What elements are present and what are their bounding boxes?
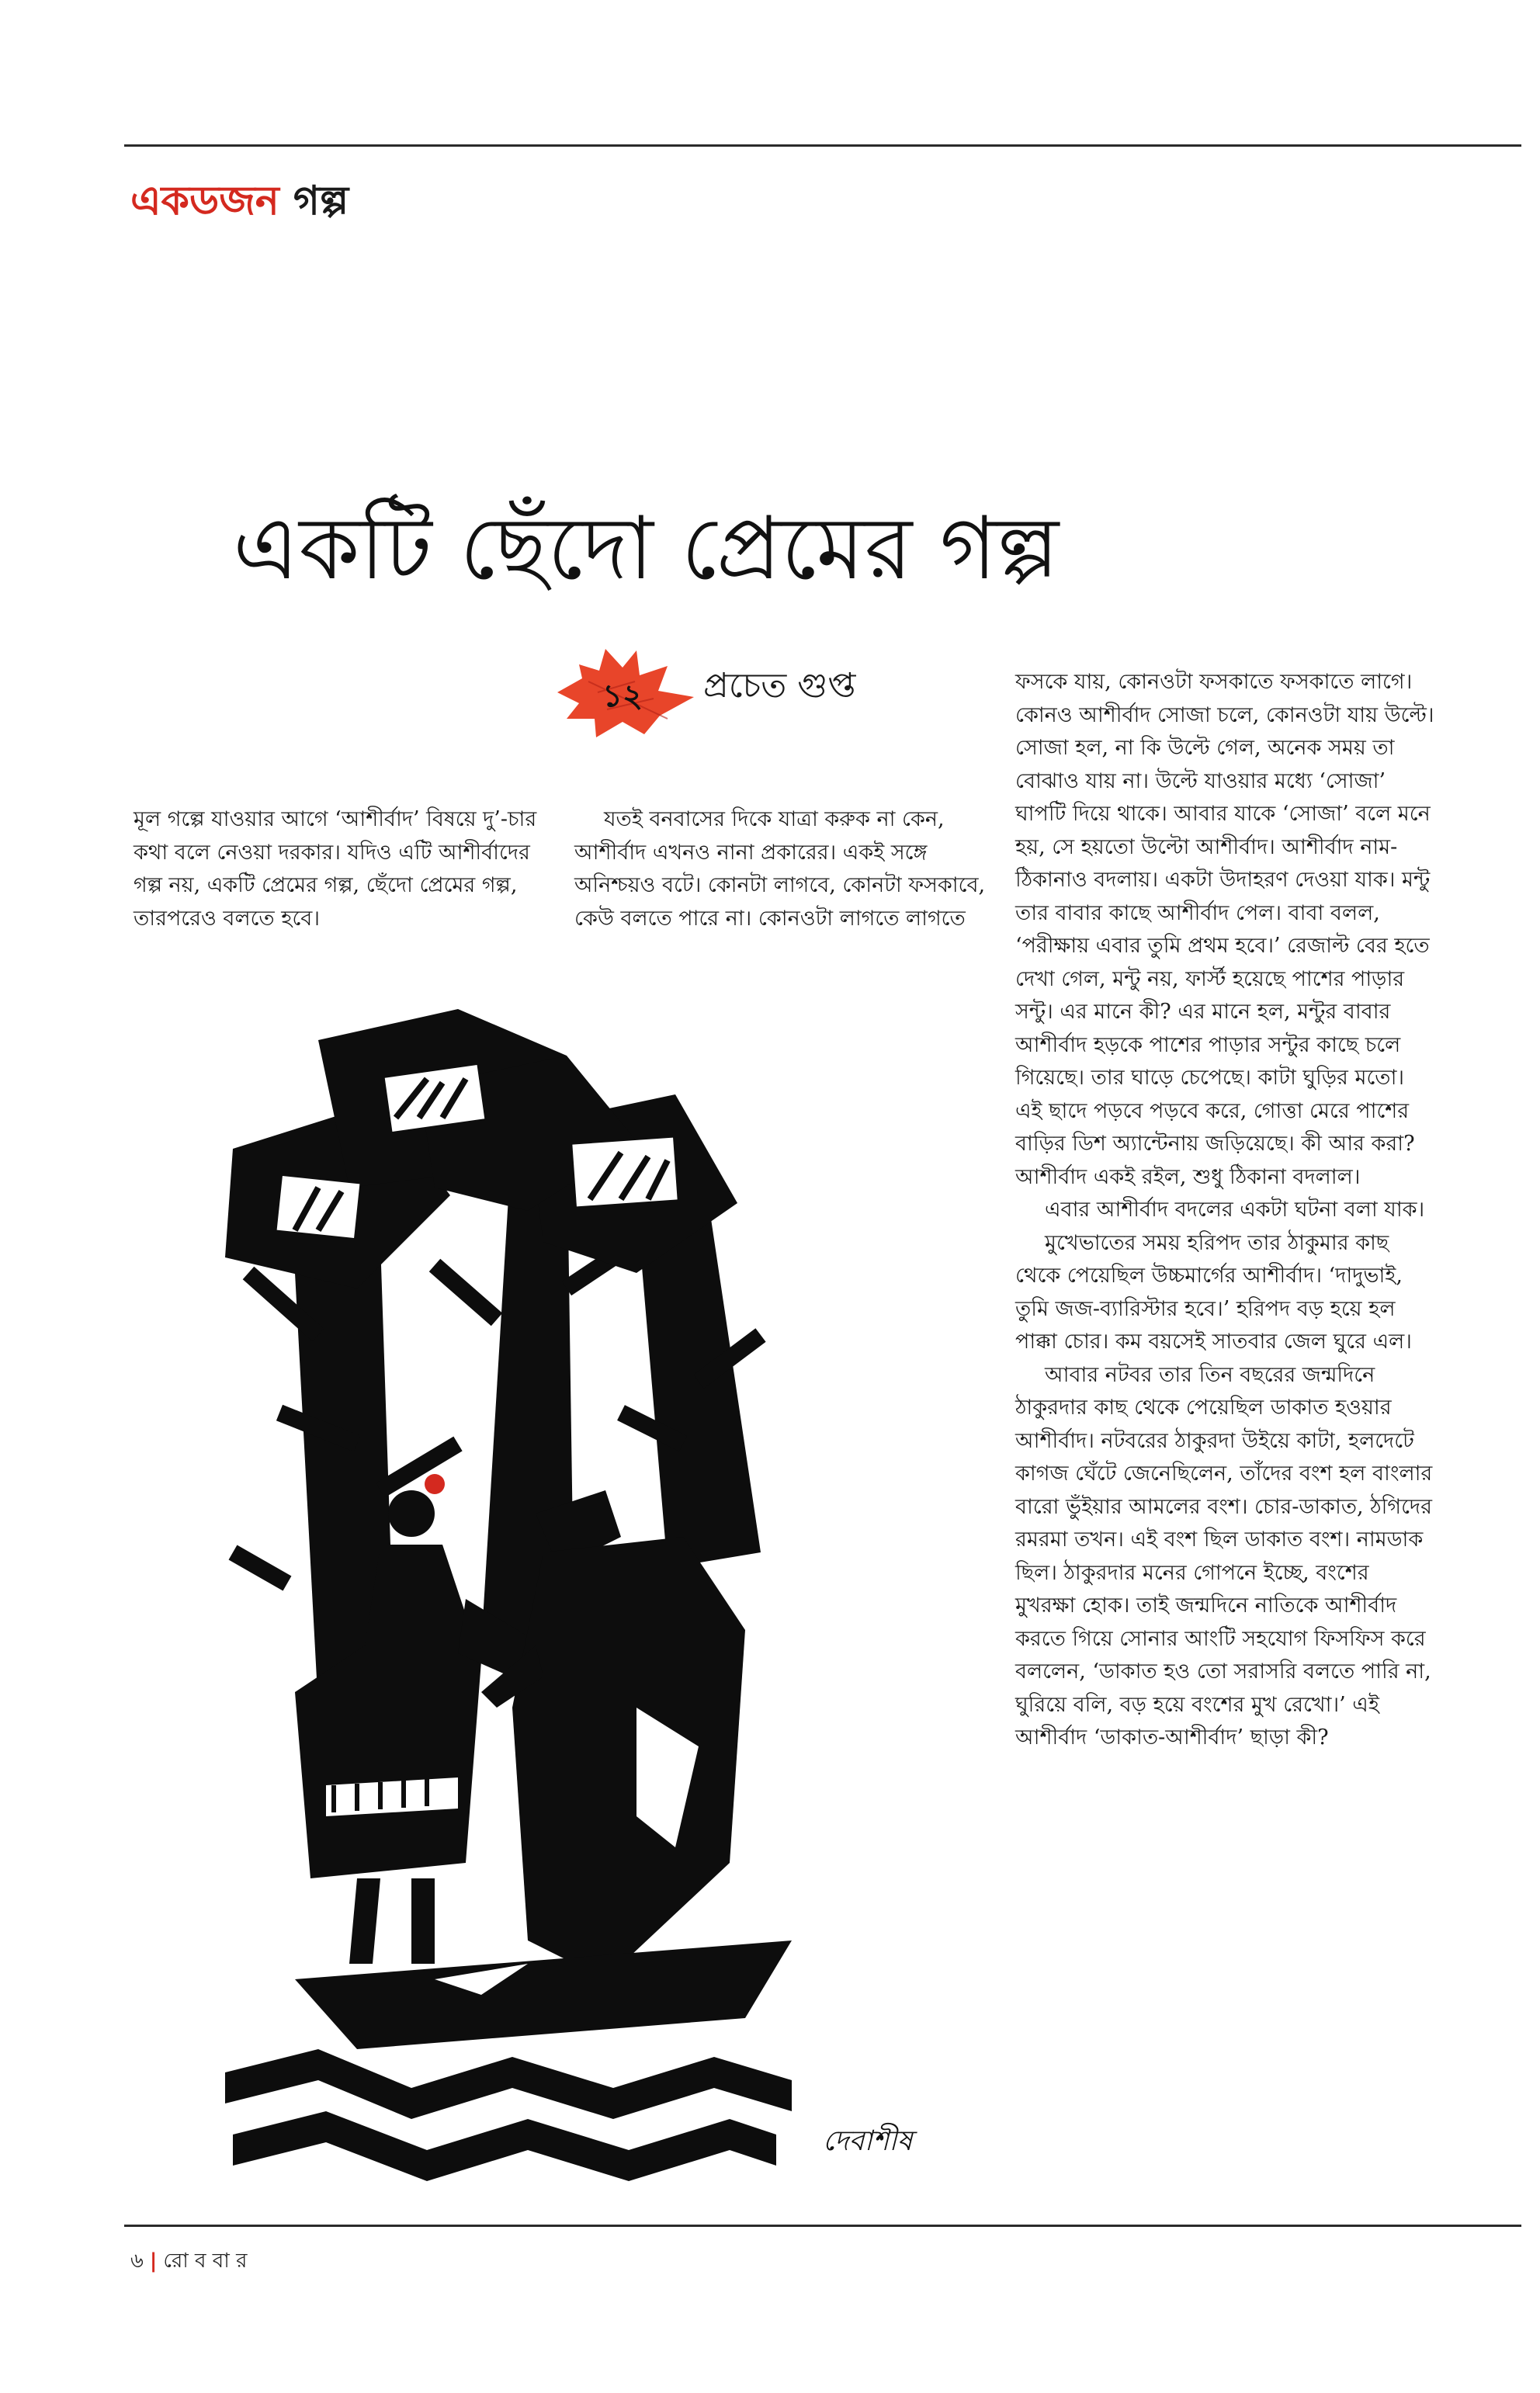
section-label-red: একডজন — [130, 178, 279, 224]
paragraph: আবার নটবর তার তিন বছরের জন্মদিনে ঠাকুরদার কাছ থেকে পেয়েছিল ডাকাত হওয়ার আশীর্বাদ। নটবরের ঠাকুরদা উইয়ে কাটা, হলদেটে কাগজ ঘেঁটে জেনেছিলেন, তাঁদের বংশ হল বাংলার বারো ভুঁইয়ার আমলের বংশ। চোর-ডাকাত, ঠগিদের রমরমা তখন। এই বংশ ছিল ডাকাত বংশ। নামডাক ছিল। ঠাকুরদার মনের গোপনে ইচ্ছে, বংশের মুখরক্ষা হোক। তাই জন্মদিনে নাতিকে আশীর্বাদ করতে গিয়ে সোনার আংটি সহযোগ ফিসফিস করে বললেন, ‘ডাকাত হও তো সরাসরি বলতে পারি না, ঘুরিয়ে বলি, বড় হয়ে বংশের মুখ রেখো।’ এই আশীর্বাদ ‘ডাকাত-আশীর্বাদ’ ছাড়া কী? — [1015, 1362, 1433, 1750]
column-middle — [574, 803, 997, 935]
leaf-badge-icon — [551, 644, 699, 753]
magazine-name: রো ব বা র — [163, 2249, 248, 2273]
story-title: একটি ছেঁদো প্রেমের গল্প — [233, 498, 1060, 599]
section-header — [130, 169, 349, 237]
column-right — [1015, 666, 1434, 1755]
red-bindi-dot — [425, 1474, 445, 1494]
paragraph: যতই বনবাসের দিকে যাত্রা করুক না কেন, আশীর্বাদ এখনও নানা প্রকারের। একই সঙ্গে অনিশ্চয়ও বটে। কোনটা লাগবে, কোনটা ফসকাবে, কেউ বলতে পারে না। কোনওটা লাগতে লাগতে — [574, 807, 986, 931]
artist-signature: দেবাশীষ — [823, 2125, 913, 2157]
top-rule — [124, 144, 1521, 147]
footer-separator: | — [149, 2249, 158, 2273]
paragraph: এবার আশীর্বাদ বদলের একটা ঘটনা বলা যাক। — [1045, 1198, 1425, 1222]
bottom-rule — [124, 2225, 1521, 2227]
woman-head — [388, 1490, 435, 1537]
section-label-dark: গল্প — [293, 178, 349, 224]
story-illustration — [202, 1009, 947, 2189]
byline — [551, 644, 1040, 753]
author-name: প্রচেত গুপ্ত — [703, 666, 856, 706]
paragraph: মুখেভাতের সময় হরিপদ তার ঠাকুমার কাছ থেকে পেয়েছিল উচ্চমার্গের আশীর্বাদ। ‘দাদুভাই, তুমি জজ-ব্যারিস্টার হবে।’ হরিপদ বড় হয়ে হল পাক্কা চোর। কম বয়সেই সাতবার জেল ঘুরে এল। — [1015, 1230, 1412, 1354]
wave-upper — [225, 2049, 792, 2119]
column-left — [134, 803, 557, 935]
paragraph: মূল গল্পে যাওয়ার আগে ‘আশীর্বাদ’ বিষয়ে দু’-চার কথা বলে নেওয়া দরকার। যদিও এটি আশীর্বাদের গল্প নয়, একটি প্রেমের গল্প, ছেঁদো প্রেমের গল্প, তারপরেও বলতে হবে। — [134, 807, 537, 931]
wave-lower — [233, 2111, 776, 2181]
paragraph: ফসকে যায়, কোনওটা ফসকাতে ফসকাতে লাগে। কোনও আশীর্বাদ সোজা চলে, কোনওটা যায় উল্টে। সোজা হল, না কি উল্টে গেল, অনেক সময় তা বোঝাও যায় না। উল্টে যাওয়ার মধ্যে ‘সোজা’ ঘাপটি দিয়ে থাকে। আবার যাকে ‘সোজা’ বলে মনে হয়, সে হয়তো উল্টো আশীর্বাদ। আশীর্বাদ নাম-ঠিকানাও বদলায়। একটা উদাহরণ দেওয়া যাক। মন্টু তার বাবার কাছে আশীর্বাদ পেল। বাবা বলল, ‘পরীক্ষায় এবার তুমি প্রথম হবে।’ রেজাল্ট বের হতে দেখা গেল, মন্টু নয়, ফার্স্ট হয়েছে পাশের পাড়ার সন্টু। এর মানে কী? এর মানে হল, মন্টুর বাবার আশীর্বাদ হড়কে পাশের পাড়ার সন্টুর কাছে চলে গিয়েছে। তার ঘাড়ে চেপেছে। কাটা ঘুড়ির মতো। এই ছাদে পড়বে পড়বে করে, গোত্তা মেরে পাশের বাড়ির ডিশ অ্যান্টেনায় জড়িয়েছে। কী আর করা? আশীর্বাদ একই রইল, শুধু ঠিকানা বদলাল। — [1015, 670, 1434, 1189]
badge-number: ১২ — [602, 678, 643, 714]
page-number: ৬ — [130, 2249, 144, 2273]
man-body — [512, 1537, 745, 1979]
page-footer — [130, 2245, 247, 2279]
